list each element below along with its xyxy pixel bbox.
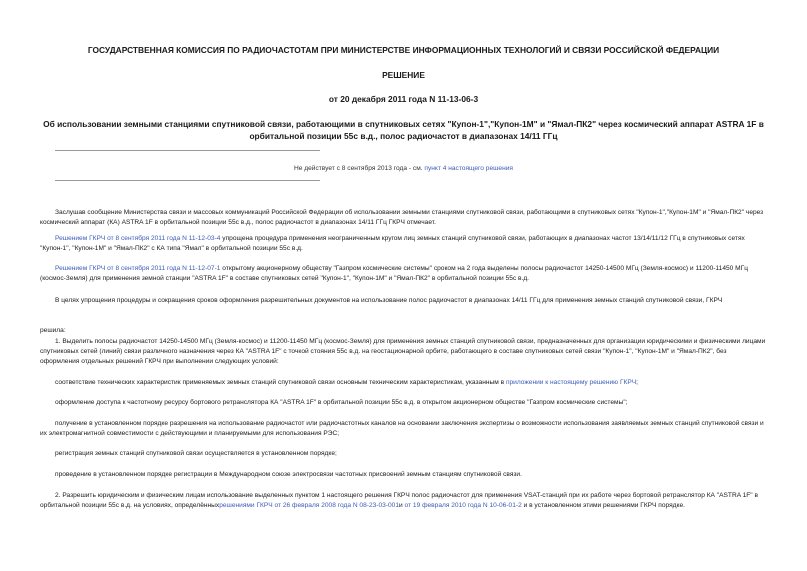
paragraph-intro: Заслушав сообщение Министерства связи и массовых коммуникаций Российской Федерации об использовании земными станциями спутниковой связи, работающими в спутниковых сетях "Купон-1","Купон-1М" и "Ямал-ПК2" через космический аппарат (КА) ASTRA 1F в орбитальной позиции 55с в.д., полос радиочастот в диапазонах 14/11 ГГц ГКРЧ отмечает.	[40, 209, 764, 227]
appendix-link[interactable]: приложении к настоящему решению ГКРЧ	[505, 379, 637, 386]
organization-heading: ГОСУДАРСТВЕННАЯ КОМИССИЯ ПО РАДИОЧАСТОТАМ ПРИ МИНИСТЕРСТВЕ ИНФОРМАЦИОННЫХ ТЕХНОЛОГИЙ И СВЯЗИ РОССИЙСКОЙ ФЕДЕРАЦИИ	[87, 45, 720, 55]
divider-bottom	[55, 180, 320, 181]
decision-link-2[interactable]: Решением ГКРЧ от 8 сентября 2011 года N 11-12-07-1	[55, 265, 221, 272]
condition-1-text: соответствие технических характеристик применяемых земных станций спутниковой связи основным техническим характеристикам, указанным в	[55, 379, 506, 386]
item-2	[40, 491, 767, 511]
decision-date-number: от 20 декабря 2011 года N 11-13-06-3	[328, 94, 479, 104]
condition-1	[40, 378, 767, 388]
item-1: 1. Выделить полосы радиочастот 14250-14500 МГц (Земля-космос) и 11200-11450 МГц (космос-Земля) для применения земных станций спутниковой связи, предназначенных для организации юридическими и физическими лицами спутниковых сетей (линий) связи различного назначения через КА "ASTRA 1F" с точкой стояния 55с в.д. на геостационарной орбите, работающего в составе спутниковых сетей связи "Купон-1", "Купон-1М" и "Ямал-ПК2", без оформления отдельных решений ГКРЧ при выполнении следующих условий:	[40, 338, 766, 366]
status-link[interactable]: пункт 4 настоящего решения	[424, 165, 513, 172]
status-text: Не действует с 8 сентября 2013 года - см.	[294, 165, 425, 172]
decision-heading: РЕШЕНИЕ	[382, 70, 425, 80]
decision-link-1[interactable]: Решением ГКРЧ от 8 сентября 2011 года N 11-12-03-4	[55, 235, 221, 242]
decision-subject: Об использовании земными станциями спутниковой связи, работающими в спутниковых сетях "Купон-1","Купон-1М" и "Ямал-ПК2" через космический аппарат ASTRA 1F в орбитальной позиции 55с в.д., полос радиочастот в диапазонах 14/11 ГГц	[43, 119, 764, 141]
condition-2: оформление доступа к частотному ресурсу бортового ретранслятора КА "ASTRA 1F" в орбитальной позиции 55с в.д. в открытом акционерном обществе "Газпром космические системы";	[55, 399, 628, 406]
condition-3: получение в установленном порядке разрешения на использование радиочастот или радиочастотных каналов на основании заключения экспертизы о возможности использования заявляемых земных станций спутниковой связи и их электромагнитной совместимости с действующими и планируемыми для использования РЭС;	[40, 420, 764, 438]
paragraph-purpose: В целях упрощения процедуры и сокращения сроков оформления разрешительных документов на использование полос радиочастот в диапазонах 14/11 ГГц для применения земных станций спутниковой связи, ГКРЧ	[55, 297, 723, 304]
item-2-text: 2. Разрешить юридическим и физическим лицам использование выделенных пунктом 1 настоящего решения ГКРЧ полос радиочастот для применения VSAT-станций при их работе через бортовой ретранслятор КА "ASTRA 1F" в орбитальной позиции 55с в.д. на условиях, определённых	[40, 492, 758, 510]
item-2-end: и в установленном этими решениями ГКРЧ порядке.	[521, 502, 685, 510]
decision-link-4[interactable]: от 19 февраля 2010 года N 10-06-01-2	[404, 502, 522, 510]
paragraph-decision-ref-2	[40, 264, 767, 284]
paragraph-decision-ref-1	[40, 234, 767, 254]
decision-link-3[interactable]: решениями ГКРЧ от 26 февраля 2008 года N 08-23-03-001	[219, 502, 400, 510]
condition-5: проведение в установленном порядке регистрации в Международном союзе электросвязи частотных присвоений земным станциям спутниковой связи.	[55, 471, 522, 478]
status-note	[40, 164, 767, 173]
condition-1-end: ;	[636, 379, 638, 386]
item-2-mid: и	[399, 502, 405, 510]
condition-4: регистрация земных станций спутниковой связи осуществляется в установленном порядке;	[55, 450, 337, 457]
paragraph-decision-ref-2-text: открытому акционерному обществу "Газпром космические системы" сроком на 2 года выделены полосы радиочастот 14250-14500 МГц (Земля-космос) и 11200-11450 МГц (космос-Земля) для применения земной станции "ASTRA 1F" в составе спутниковых сетей "Купон-1", "Купон-1М" и "Ямал-ПК2" в орбитальной позиции 55с в.д.	[40, 265, 749, 283]
decided-label: решила:	[40, 327, 66, 334]
paragraph-decision-ref-1-text: упрощена процедура применения неограниченным кругом лиц земных станций спутниковой связи, работающих в диапазонах частот 13/14/11/12 ГГц в спутниковых сетях "Купон-1", "Купон-1М" и "Ямал-ПК2" с КА типа "Ямал" в орбитальной позиции 55с в.д.	[40, 235, 745, 253]
divider-top	[55, 150, 320, 151]
